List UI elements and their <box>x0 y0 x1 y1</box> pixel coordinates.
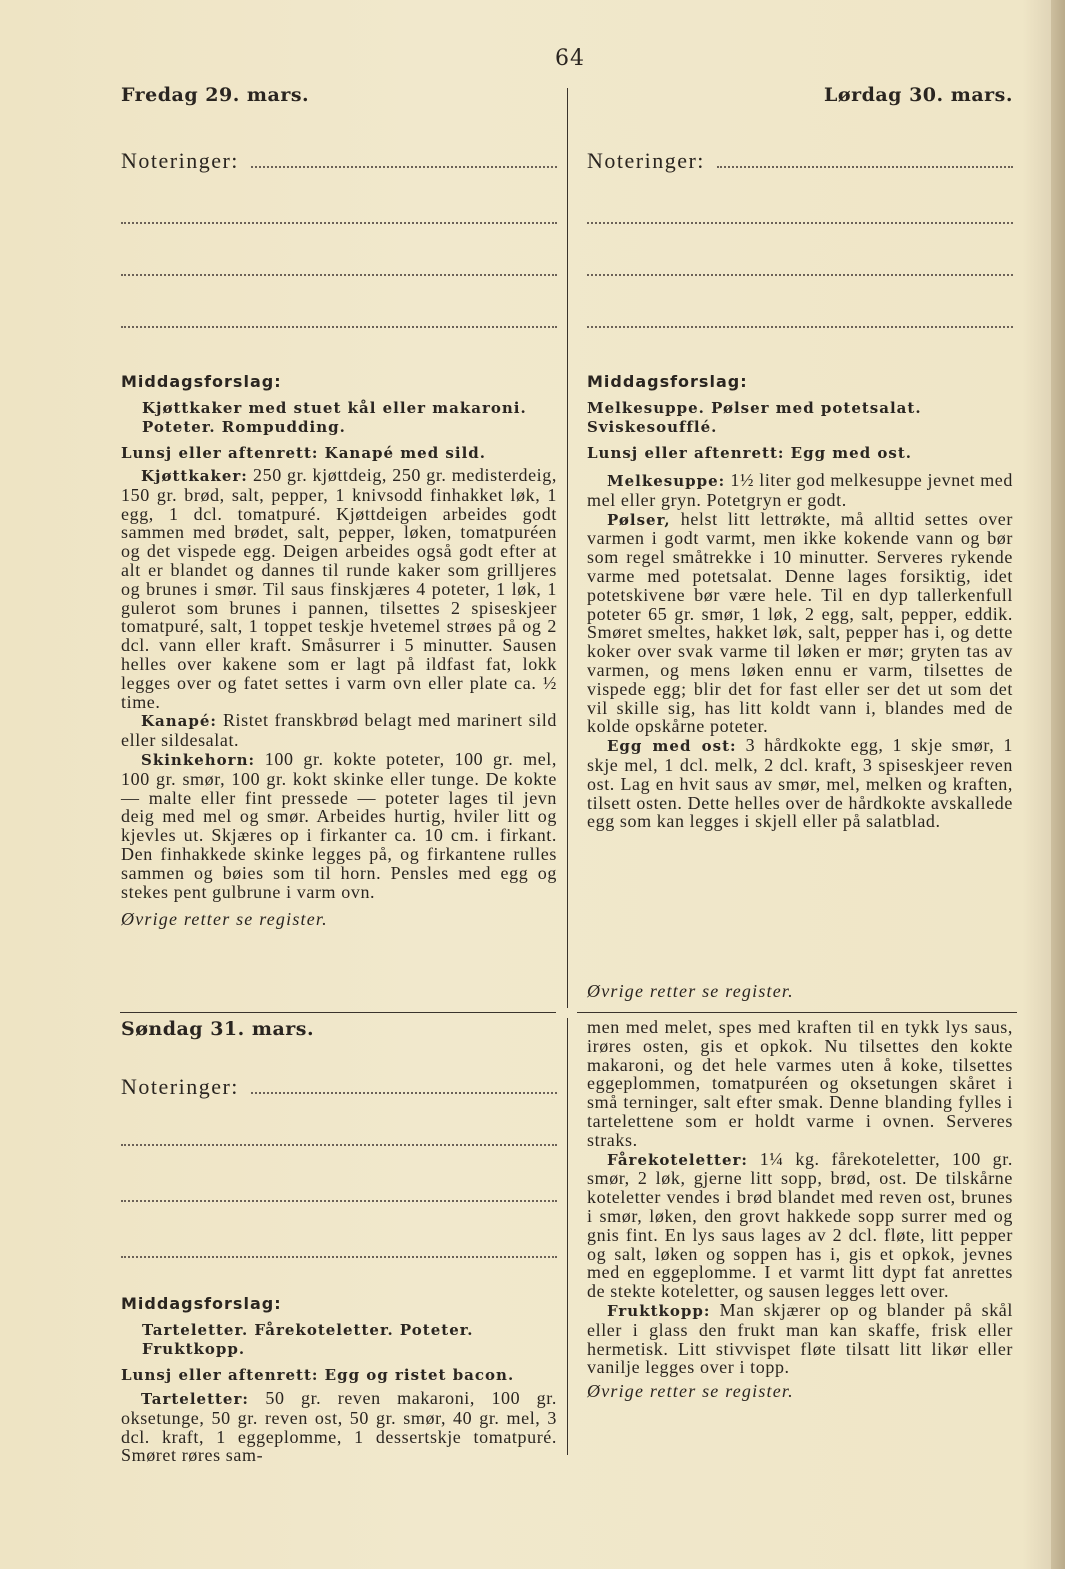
notes-label: Noteringer: <box>121 1074 239 1099</box>
notes-line[interactable] <box>587 222 1013 224</box>
dinner-suggestion-label: Middagsforslag: <box>121 372 282 391</box>
notes-row <box>121 1074 557 1100</box>
column-divider-bottom <box>567 1018 568 1455</box>
recipe-paragraph <box>587 1301 1013 1377</box>
recipe-text <box>121 466 557 901</box>
notes-label: Noteringer: <box>121 148 239 173</box>
notes-line[interactable] <box>251 1092 557 1094</box>
notes-row <box>121 148 557 174</box>
see-register-note: Øvrige retter se register. <box>121 909 328 930</box>
sunday-section <box>121 1018 557 1465</box>
recipe-body: helst litt lettrøkte, må alltid settes over varmen i godt varmt, men ikke kokende vann og bør som regel småtrekke i 10 minutter. Serveres rykende varme med potetsalat. Denne lages forsiktig, idet potetskivene bør være hele. Til en dyp tallerkenfull poteter 65 gr. smør, 1 løk, 2 egg, salt, pepper, eddik. Smøret smeltes, hakket løk, salt, pepper has i, og dette koker over svak varme til løken er mør; gryten tas av varmen, og mens løken ennu er varm, tilsettes de vispede egg; blir det for fast eller ser det ut som det vil skille sig, has litt koldt vann i, blandes med de kolde opskårne poteter. <box>587 508 1013 737</box>
notes-line[interactable] <box>717 166 1013 168</box>
recipe-paragraph <box>587 471 1013 510</box>
page-number: 64 <box>555 46 585 71</box>
recipe-paragraph <box>121 750 557 901</box>
recipe-paragraph <box>587 736 1013 831</box>
recipe-title: Skinkehorn: <box>141 750 256 769</box>
recipe-body: 100 gr. kokte poteter, 100 gr. mel, 100 gr. smør, 100 gr. kokt skinke eller tunge. De kokte — malte eller fint pressede — poteter lages til jevn deig med mel og smør. Arbeides hurtig, hviler litt og kjevles ut. Skjæres op i firkanter ca. 10 cm. i firkant. Den finhakkede skinke legges på, og firkantene rulles sammen og bøies som til horn. Pensles med egg og stekes pent gulbrune i varm ovn. <box>121 748 557 902</box>
friday-section <box>121 84 557 930</box>
recipe-body: 50 gr. reven makaroni, 100 gr. oksetunge, 50 gr. reven ost, 50 gr. smør, 40 gr. mel, 3 dcl. kraft, 1 eggeplomme, 1 dessertskje tomatpuré. Smøret røres sam- <box>121 1388 557 1466</box>
see-register-note: Øvrige retter se register. <box>587 1381 794 1402</box>
dinner-menu: Kjøttkaker med stuet kål eller makaroni. Poteter. Rompudding. <box>142 399 527 436</box>
notes-line[interactable] <box>121 274 557 276</box>
notes-line[interactable] <box>121 1256 557 1258</box>
recipe-title: Fårekoteletter: <box>607 1150 748 1169</box>
recipe-title: Fruktkopp: <box>607 1301 711 1320</box>
notes-line[interactable] <box>251 166 557 168</box>
recipe-title: Kanapé: <box>141 712 217 731</box>
recipe-title: Pølser, <box>607 510 671 529</box>
dinner-menu: Melkesuppe. Pølser med potetsalat. Sviskesoufflé. <box>587 399 922 436</box>
notes-label: Noteringer: <box>587 148 705 173</box>
notes-line[interactable] <box>587 274 1013 276</box>
recipe-body: 3 hårdkokte egg, 1 skje smør, 1 skje mel, 1 dcl. melk, 2 dcl. kraft, 3 spiseskjeer reven ost. Lag en hvit saus av smør, mel, melken og kraften, tilsett osten. Dette helles over de hårdkokte avskallede egg som kan legges i skjell eller på salatblad. <box>587 735 1013 832</box>
notes-line[interactable] <box>121 1200 557 1202</box>
recipe-body: Man skjærer op og blander på skål eller i glass den frukt man kan skaffe, frisk eller hermetisk. Litt stivvispet fløte tilsatt litt likør eller vanilje legges over i topp. <box>587 1299 1013 1378</box>
notes-line[interactable] <box>121 326 557 328</box>
section-rule-left <box>120 1012 556 1013</box>
see-register-note: Øvrige retter se register. <box>587 981 794 1001</box>
recipe-body: 1¼ kg. fårekoteletter, 100 gr. smør, 2 løk, gjerne litt sopp, brød, ost. De tilskårne koteletter vendes i brød blandet med reven ost, brunes i smør, løken, den grovt hakkede sopp surrer med og gnis fint. En lys saus lages av 2 dcl. fløte, litt pepper og salt, løken og soppen has i, gis et opkok, jevnes med en eggeplomme. I et varmt litt dypt fat anrettes de stekte koteletter, og sausen legges lett over. <box>587 1148 1013 1302</box>
recipe-paragraph <box>587 1150 1013 1301</box>
recipe-title: Tarteletter: <box>141 1390 249 1408</box>
dinner-suggestion-label: Middagsforslag: <box>121 1294 282 1313</box>
recipe-text <box>587 1018 1013 1377</box>
dinner-menu: Tarteletter. Fårekoteletter. Poteter. Fruktkopp. <box>142 1321 474 1358</box>
recipe-body: Ristet franskbrød belagt med marinert sild eller sildesalat. <box>121 710 557 751</box>
column-divider-top <box>567 88 568 1008</box>
recipe-paragraph <box>587 510 1013 737</box>
lunch-suggestion: Lunsj eller aftenrett: Egg og ristet bacon. <box>121 1366 515 1384</box>
day-heading: Søndag 31. mars. <box>121 1018 315 1040</box>
recipe-title: Egg med ost: <box>607 737 737 756</box>
recipe-paragraph <box>121 711 557 750</box>
recipe-body: 250 gr. kjøttdeig, 250 gr. medisterdeig, 150 gr. brød, salt, pepper, 1 knivsodd finhakket løk, 1 egg, 1 dcl. tomatpuré. Kjøttdeigen arbeides godt sammen med brødet, salt, pepper, løken, tomatpuréen og det vispede egg. Deigen arbeides også godt efter at alt er blandet og dannes til runde kaker som grilljeres og brunes i smør. Til saus finskjæres 4 poteter, 1 løk, 1 gulerot som brunes i pannen, tilsettes 2 spiseskjeer tomatpuré, salt, 1 toppet teskje hvetemel strøes på og 2 dcl. vann eller kraft. Småsurrer i 5 minutter. Sausen helles over kakene som er lagt på ildfast fat, lokk legges over og fatet settes i varm ovn eller plate ca. ½ time. <box>121 465 557 712</box>
recipe-paragraph <box>121 466 557 711</box>
notes-row <box>587 148 1013 174</box>
saturday-section <box>587 84 1013 1001</box>
recipe-body: 1½ liter god melkesuppe jevnet med mel eller gryn. Potetgryn er godt. <box>587 470 1013 510</box>
section-rule-right <box>577 1012 1017 1013</box>
sunday-continued-section <box>587 1018 1013 1402</box>
recipe-text <box>121 1389 557 1465</box>
recipe-continuation: men med melet, spes med kraften til en tykk lys saus, irøres osten, gis et opkok. Nu tilsettes den kokte makaroni, og det hele varmes uten å koke, tilsettes eggeplommen, tomatpuréen og oksetungen skåret i små terninger, salt efter smak. Denne blanding fylles i tartelettene som er holdt varme i ovnen. Serveres straks. <box>587 1017 1013 1150</box>
notes-line[interactable] <box>121 222 557 224</box>
page-edge <box>1051 0 1065 1569</box>
day-heading: Lørdag 30. mars. <box>824 84 1013 106</box>
lunch-suggestion: Lunsj eller aftenrett: Kanapé med sild. <box>121 444 486 462</box>
lunch-suggestion: Lunsj eller aftenrett: Egg med ost. <box>587 444 913 462</box>
dinner-suggestion-label: Middagsforslag: <box>587 372 748 391</box>
recipe-paragraph <box>121 1389 557 1465</box>
notes-line[interactable] <box>121 1144 557 1146</box>
day-heading: Fredag 29. mars. <box>121 84 310 106</box>
recipe-text <box>587 471 1013 831</box>
notes-line[interactable] <box>587 326 1013 328</box>
recipe-title: Kjøttkaker: <box>141 467 248 485</box>
recipe-title: Melkesuppe: <box>607 472 726 490</box>
